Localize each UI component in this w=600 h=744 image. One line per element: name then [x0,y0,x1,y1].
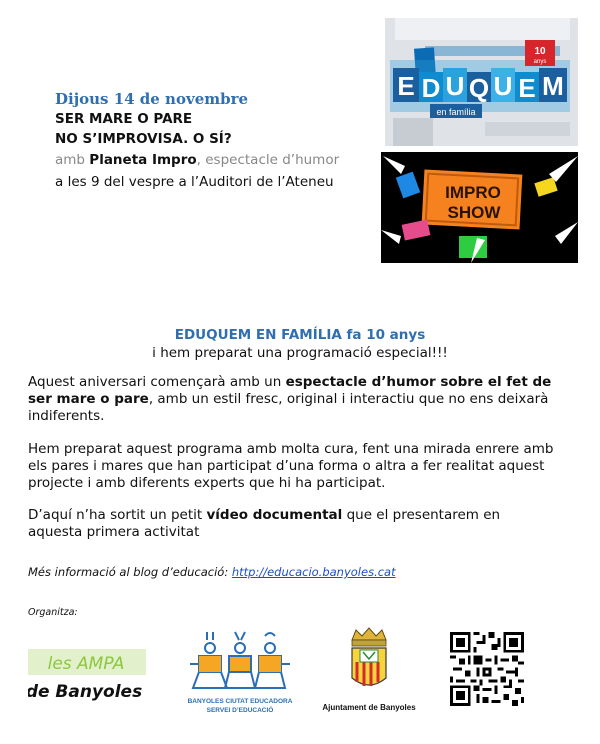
section-heading: EDUQUEM EN FAMÍLIA fa 10 anys [174,327,426,343]
impro-show-graphic [381,152,578,263]
badge-number: 10 [534,46,546,57]
banyoles-ciutat-educadora-logo [185,628,310,720]
paragraph-2: Hem preparat aquest programa amb molta cura, fent una mirada enrere amb els pares i mares que han participat d’una forma o altra a fer realitat aquest projecte i amb diferents experts que hi ha participat. [28,441,554,491]
ampa-line2: de Banyoles [28,682,143,702]
edu-letter-3: U [445,71,465,101]
blog-link[interactable]: http://educacio.banyoles.cat [231,565,396,579]
organizers-label: Organitza: [28,607,78,618]
paragraph-1 [28,374,558,425]
ajuntament-caption: Ajuntament de Banyoles [322,703,416,712]
p3-text-a: D’aquí n’ha sortit un petit [28,507,207,523]
p1-bold: espectacle d’humor sobre el fet de ser mare o pare [28,374,552,407]
paragraph-3 [28,507,558,541]
badge-text: anys [533,59,547,65]
impro-line1: IMPRO [445,183,501,202]
p3-bold: vídeo documental [206,507,343,523]
qr-code-graphic [450,632,524,706]
edu-letter-7: M [542,71,564,101]
eduquem-subtitle: en família [436,107,476,117]
event-title-line1: SER MARE O PARE [55,111,193,127]
event-title-line2: NO S’IMPROVISA. O SÍ? [55,131,232,147]
performer-name: Planeta Impro [89,152,197,168]
edu-letter-5: U [493,71,513,101]
ajuntament-crest [308,626,430,718]
more-info [28,565,396,579]
more-info-label: Més informació al blog d’educació: [28,565,232,579]
edu-letter-2: D [421,73,441,103]
qr-code [450,632,524,706]
bce-logo-graphic [185,628,310,720]
impro-show-logo [381,152,578,263]
ampa-logo [28,645,148,707]
impro-line2: SHOW [447,203,501,222]
bce-line2: SERVEI D’EDUCACIÓ [206,707,274,714]
event-time-place: a les 9 del vespre a l’Auditori de l’Ateneu [55,174,334,190]
p3-text-b: que el presentarem en aquesta primera activitat [28,507,501,540]
p1-text-a: Aquest aniversari començarà amb un [28,374,286,390]
bce-line1: BANYOLES CIUTAT EDUCADORA [187,698,293,705]
performer-suffix: , espectacle d’humor [196,152,340,168]
event-date: Dijous 14 de novembre [55,90,249,108]
performer-prefix: amb [55,152,90,168]
p1-text-b: , amb un estil fresc, original i interactiu que no ens deixarà indiferents. [28,391,549,424]
edu-letter-4: Q [468,73,490,103]
eduquem-logo-graphic [385,18,578,146]
ajuntament-banyoles-logo [308,626,430,718]
ampa-logo-graphic [28,645,148,707]
event-performer-line [55,152,339,168]
ampa-line1: les AMPA [47,654,125,674]
edu-letter-1: E [397,71,415,101]
edu-letter-6: E [518,73,536,103]
eduquem-logo [385,18,578,146]
section-subheading: i hem preparat una programació especial!!! [152,345,448,361]
